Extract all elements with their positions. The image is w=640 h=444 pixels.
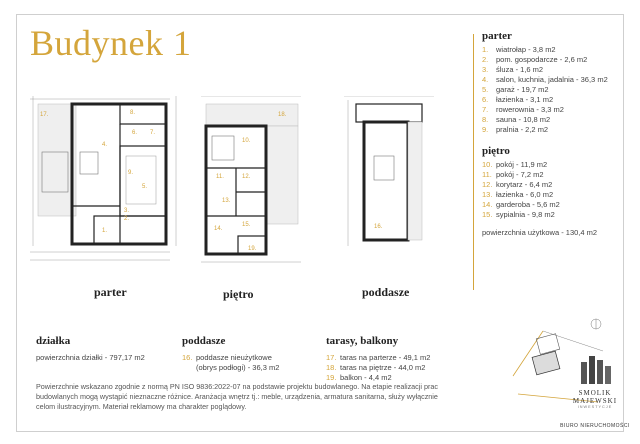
plan-label-19: 19. [248,246,257,252]
pietro-room-text: pokój - 11,9 m2 [496,160,548,169]
pietro-room-text: łazienka - 6,0 m2 [496,190,554,199]
taras-item-text: taras na parterze - 49,1 m2 [340,353,431,362]
parter-room-number: 5. [482,85,489,94]
parter-section-title: parter [482,30,512,42]
parter-room-text: pom. gospodarcze - 2,6 m2 [496,55,588,64]
plan-label-15: 15. [242,222,251,228]
usable-area: powierzchnia użytkowa - 130,4 m2 [482,228,598,237]
parter-room-row [482,55,632,65]
pietro-room-number: 13. [482,190,493,199]
plan-label-7: 7. [150,130,156,136]
tarasy-title: tarasy, balkony [326,335,399,347]
parter-room-number: 2. [482,55,489,64]
parter-room-text: łazienka - 3,1 m2 [496,95,554,104]
parter-room-row [482,75,632,85]
taras-item-row [326,353,430,363]
parter-room-text: salon, kuchnia, jadalnia - 36,3 m2 [496,75,608,84]
parter-room-text: wiatrołap - 3,8 m2 [496,45,556,54]
logo-biuro: BIURO NIERUCHOMOŚCI [560,423,630,429]
pietro-room-row [482,180,632,190]
logo-name: SMOLIK MAJEWSKI [572,389,618,405]
parter-room-row [482,85,632,95]
dzialka-block [36,335,145,362]
pietro-room-row [482,170,632,180]
pietro-room-text: garderoba - 5,6 m2 [496,200,560,209]
taras-item-row [326,363,430,373]
plan-label-4: 4. [102,142,108,148]
plan-label-10: 10. [242,138,251,144]
dzialka-title: działka [36,335,71,347]
logo-building-icon [577,354,613,384]
tarasy-list [326,353,430,383]
taras-item-text: taras na piętrze - 44,0 m2 [340,363,426,372]
pietro-room-text: korytarz - 6,4 m2 [496,180,553,189]
parter-room-row [482,125,632,135]
plan-label-1: 1. [102,228,108,234]
parter-room-text: pralnia - 2,2 m2 [496,125,549,134]
logo-sub: INWESTYCJE [577,405,613,409]
plan-label-9: 9. [128,170,134,176]
parter-room-row [482,45,632,55]
dzialka-text: powierzchnia działki - 797,17 m2 [36,353,145,362]
parter-room-number: 3. [482,65,489,74]
pietro-room-number: 10. [482,160,493,169]
taras-item-number: 18. [326,363,337,372]
parter-room-row [482,95,632,105]
plan-label-12: 12. [242,174,251,180]
plan-label-16: 16. [374,224,383,230]
parter-floor-plan [30,96,180,276]
page-title: Budynek 1 [30,23,192,63]
parter-room-number: 4. [482,75,489,84]
parter-room-number: 8. [482,115,489,124]
plan-label-11: 11. [216,174,224,180]
parter-room-text: sauna - 10,8 m2 [496,115,551,124]
poddasze-num: 16. [182,353,193,362]
plan-label-8: 8. [130,110,136,116]
plan-label-6: 6. [132,130,138,136]
parter-room-number: 6. [482,95,489,104]
poddasze-floor-plan [334,96,444,276]
disclaimer-note: Powierzchnie wskazano zgodnie z normą PN ISO 9836:2022-07 na podstawie projektu budowlanego. Na etapie realizacji prac budowlanych mogą wystąpić nieznaczne różnice. Aranżacja wnętrz tj.: meble, urządzenia, armatura sanitarna, służy wyłącznie celom ilustracyjnym. Materiał reklamowy ma charakter poglądowy. [36,382,438,411]
poddasze-line2: (obrys podłogi) - 36,3 m2 [196,363,280,372]
accent-divider [473,34,474,290]
parter-room-row [482,105,632,115]
room-summary-panel [482,30,632,237]
floor-label-parter: parter [94,285,127,299]
pietro-floor-plan [196,96,306,276]
plan-label-5: 5. [142,184,148,190]
pietro-section-title: piętro [482,145,510,157]
parter-room-text: garaż - 19,7 m2 [496,85,549,94]
tarasy-block [326,335,430,383]
pietro-room-number: 15. [482,210,493,219]
plan-label-17: 17. [40,112,49,118]
plan-label-2: 2. [124,216,130,222]
company-logo [560,354,630,429]
floor-label-pietro: piętro [223,287,254,301]
pietro-room-number: 14. [482,200,493,209]
plan-label-3: 3. [124,208,130,214]
pietro-room-number: 12. [482,180,493,189]
parter-room-text: śluza - 1,6 m2 [496,65,544,74]
pietro-room-row [482,190,632,200]
pietro-room-text: pokój - 7,2 m2 [496,170,544,179]
parter-room-list [482,45,632,135]
pietro-room-row [482,210,632,220]
taras-item-number: 17. [326,353,337,362]
poddasze-title: poddasze [182,335,226,347]
taras-item-text: balkon - 4,4 m2 [340,373,392,382]
pietro-room-list [482,160,632,220]
plan-label-13: 13. [222,198,231,204]
parter-room-number: 1. [482,45,489,54]
poddasze-block [182,335,279,373]
plan-label-14: 14. [214,226,223,232]
poddasze-line1: poddasze nieużytkowe [196,353,272,362]
pietro-room-row [482,200,632,210]
parter-room-text: rowerownia - 3,3 m2 [496,105,564,114]
pietro-room-row [482,160,632,170]
pietro-room-number: 11. [482,170,492,179]
parter-room-number: 7. [482,105,489,114]
parter-room-row [482,115,632,125]
floor-label-poddasze: poddasze [362,285,410,299]
parter-room-number: 9. [482,125,489,134]
parter-room-row [482,65,632,75]
pietro-room-text: sypialnia - 9,8 m2 [496,210,555,219]
plan-label-18: 18. [278,112,287,118]
taras-item-number: 19. [326,373,337,382]
